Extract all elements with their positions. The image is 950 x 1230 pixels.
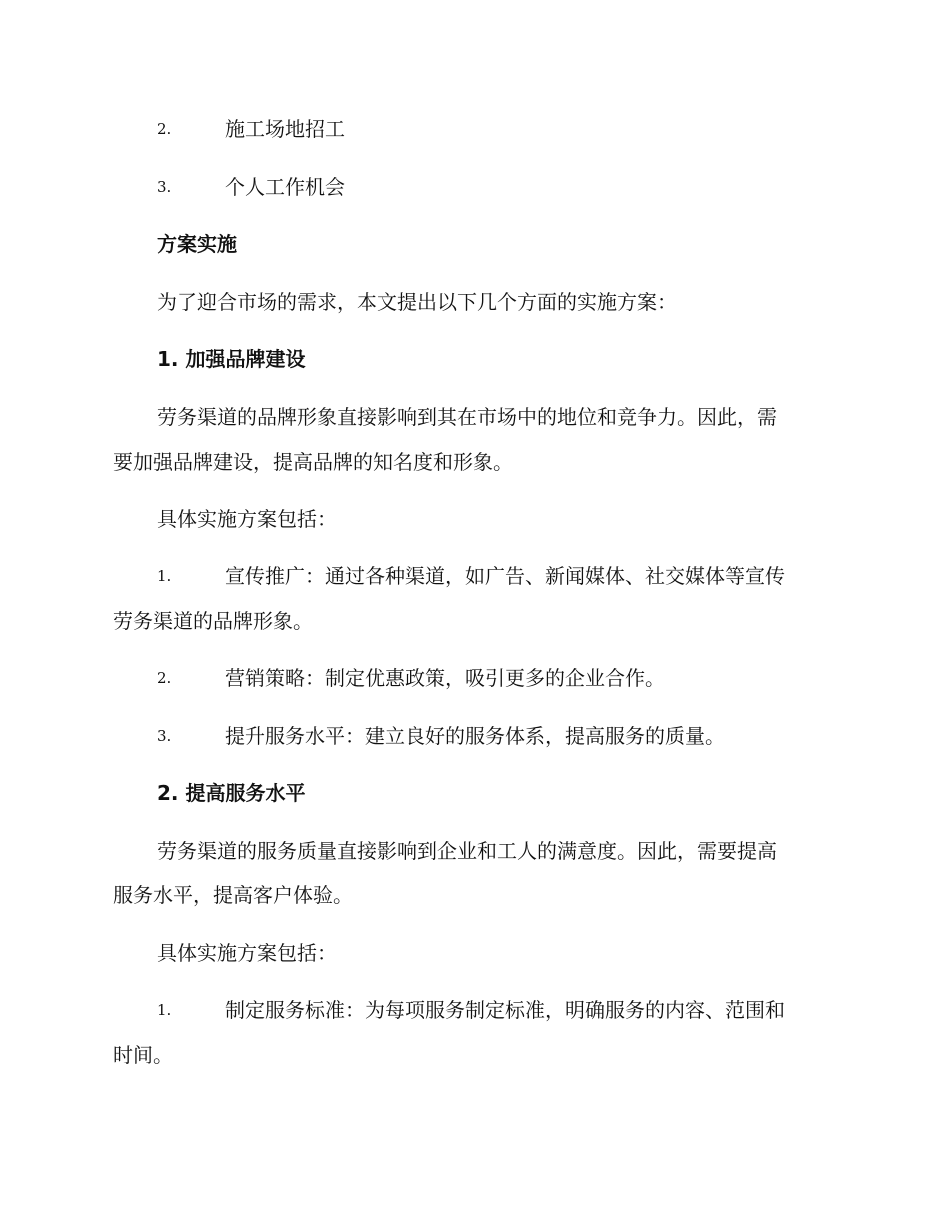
list-item-continuation: 时间。 (113, 1043, 173, 1067)
list-item-continuation: 劳务渠道的品牌形象。 (113, 609, 313, 633)
list-item-text: 宣传推广：通过各种渠道，如广告、新闻媒体、社交媒体等宣传 (225, 564, 785, 588)
list-number: 2. (157, 120, 172, 138)
list-number: 1. (157, 1001, 172, 1019)
part1-heading: 1. 加强品牌建设 (157, 347, 306, 371)
part2-paragraph-line2: 服务水平，提高客户体验。 (113, 883, 353, 907)
intro-paragraph: 为了迎合市场的需求，本文提出以下几个方面的实施方案： (157, 290, 677, 314)
list-item-text: 个人工作机会 (225, 175, 345, 199)
list-number: 3. (157, 178, 172, 196)
part1-paragraph-line1: 劳务渠道的品牌形象直接影响到其在市场中的地位和竞争力。因此，需 (157, 405, 777, 429)
list-number: 3. (157, 727, 172, 745)
part1-paragraph-line2: 要加强品牌建设，提高品牌的知名度和形象。 (113, 450, 513, 474)
list-item-text: 制定服务标准：为每项服务制定标准，明确服务的内容、范围和 (225, 998, 785, 1022)
section-title: 方案实施 (157, 232, 237, 256)
list-item-text: 提升服务水平：建立良好的服务体系，提高服务的质量。 (225, 724, 725, 748)
list-item-text: 施工场地招工 (225, 117, 345, 141)
part2-paragraph-line1: 劳务渠道的服务质量直接影响到企业和工人的满意度。因此，需要提高 (157, 839, 777, 863)
part2-heading: 2. 提高服务水平 (157, 781, 306, 805)
part1-lead: 具体实施方案包括： (157, 507, 337, 531)
list-number: 1. (157, 567, 172, 585)
list-item-text: 营销策略：制定优惠政策，吸引更多的企业合作。 (225, 666, 665, 690)
part2-lead: 具体实施方案包括： (157, 941, 337, 965)
list-number: 2. (157, 669, 172, 687)
